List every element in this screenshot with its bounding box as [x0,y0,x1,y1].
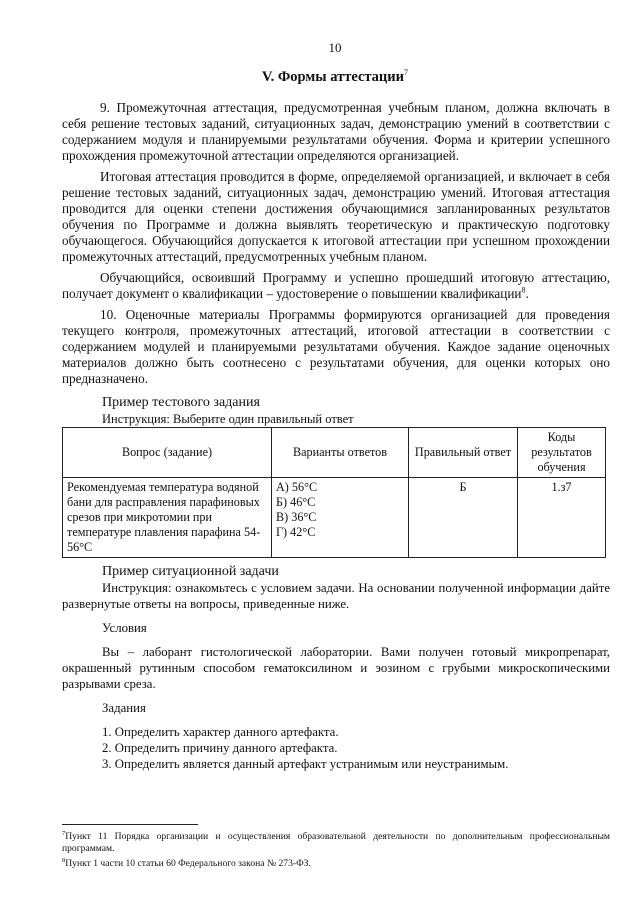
question-cell: Рекомендуемая температура водяной бани для расправления парафиновых срезов при микротомии при температуре плавления парафина 54-56°С [63,478,272,558]
footnotes [62,828,610,870]
header-answer: Правильный ответ [409,428,518,478]
footnote-divider [62,824,198,825]
task-1: 1. Определить характер данного артефакта. [102,725,339,739]
header-options: Варианты ответов [272,428,409,478]
paragraph-9: 9. Промежуточная аттестация, предусмотренная учебным планом, должна включать в себя решение тестовых заданий, ситуационных задач, демонстрацию умений в соответствии с содержанием модуля и планируемыми результатами обучения. Форма и критерии успешного прохождения промежуточной аттестации определяются организацией. [62,100,610,163]
task-2: 2. Определить причину данного артефакта. [102,741,338,755]
footnote-ref-7: 7 [404,68,408,77]
option-d: Г) 42°С [276,525,316,539]
tasks-list [62,724,610,772]
test-table [62,427,606,558]
footnote-7-ref: 7 [62,830,66,837]
page-number: 10 [328,40,342,55]
situational-heading: Пример ситуационной задачи [102,564,279,579]
test-example-heading: Пример тестового задания [102,395,260,410]
footnote-8-ref: 8 [62,857,66,865]
test-instruction: Инструкция: Выберите один правильный ответ [102,412,354,426]
header-codes: Коды результатов обучения [518,428,606,478]
section-title-text: V. Формы аттестации [261,68,404,85]
answer-cell: Б [409,478,518,558]
table-header-row [63,428,606,478]
situational-instruction: Инструкция: ознакомьтесь с условием задачи. На основании полученной информации дайте развернутые ответы на вопросы, приведенные ниже. [62,581,610,611]
paragraph-10: 10. Оценочные материалы Программы формируются организацией для проведения текущего контроля, промежуточных аттестаций, итоговой аттестации в соответствии с содержанием модулей и планируемыми результатами обучения. Каждое задание оценочных материалов должно быть соотнесено с результатами обучения, для оценки которых оно предназначено. [62,307,610,386]
tasks-label: Задания [102,701,146,715]
section-title [0,68,640,86]
footnote-7 [62,828,610,855]
footnote-7-text: Пункт 11 Порядка организации и осуществления образовательной деятельности по дополнительным профессиональным программам. [62,831,610,855]
paragraph-certificate: Обучающийся, освоивший Программу и успешно прошедший итоговую аттестацию, получает документ о квалификации – удостоверение о повышении квалификации$^8$. [62,270,610,301]
conditions-text: Вы – лаборант гистологической лаборатории. Вами получен готовый микропрепарат, окрашенный рутинным способом гематоксилином и эозином с грубыми микроскопическими разрывами среза. [62,645,610,691]
footnote-8-text: Пункт 1 части 10 статьи 60 Федерального закона № 273-ФЗ. [65,858,311,870]
table-row [63,478,606,558]
paragraph-final-attestation: Итоговая аттестация проводится в форме, определяемой организацией, и включает в себя решение тестовых заданий, ситуационных задач, демонстрацию умений. Итоговая аттестация проводится для оценки степени достижения обучающимися запланированных результатов обучения по Программе и должна выявлять теоретическую и практическую подготовку обучающегося. Обучающийся допускается к итоговой аттестации при успешном прохождении промежуточных аттестаций, предусмотренных учебным планом. [62,169,610,264]
conditions-label: Условия [102,621,147,635]
footnote-ref-8: 8 [521,285,526,295]
header-question: Вопрос (задание) [63,428,272,478]
task-3: 3. Определить является данный артефакт устранимым или неустранимым. [102,757,509,771]
code-cell: 1.з7 [518,478,606,558]
option-c: В) 36°С [276,510,317,524]
paragraph-certificate-text: Обучающийся, освоивший Программу и успешно прошедший итоговую аттестацию, получает документ о квалификации – удостоверение о повышении квалификации [62,270,610,301]
option-b: Б) 46°С [276,495,316,509]
option-a: А) 56°С [276,480,318,494]
options-cell [272,478,409,558]
footnote-8 [62,855,610,870]
main-text [62,100,610,772]
